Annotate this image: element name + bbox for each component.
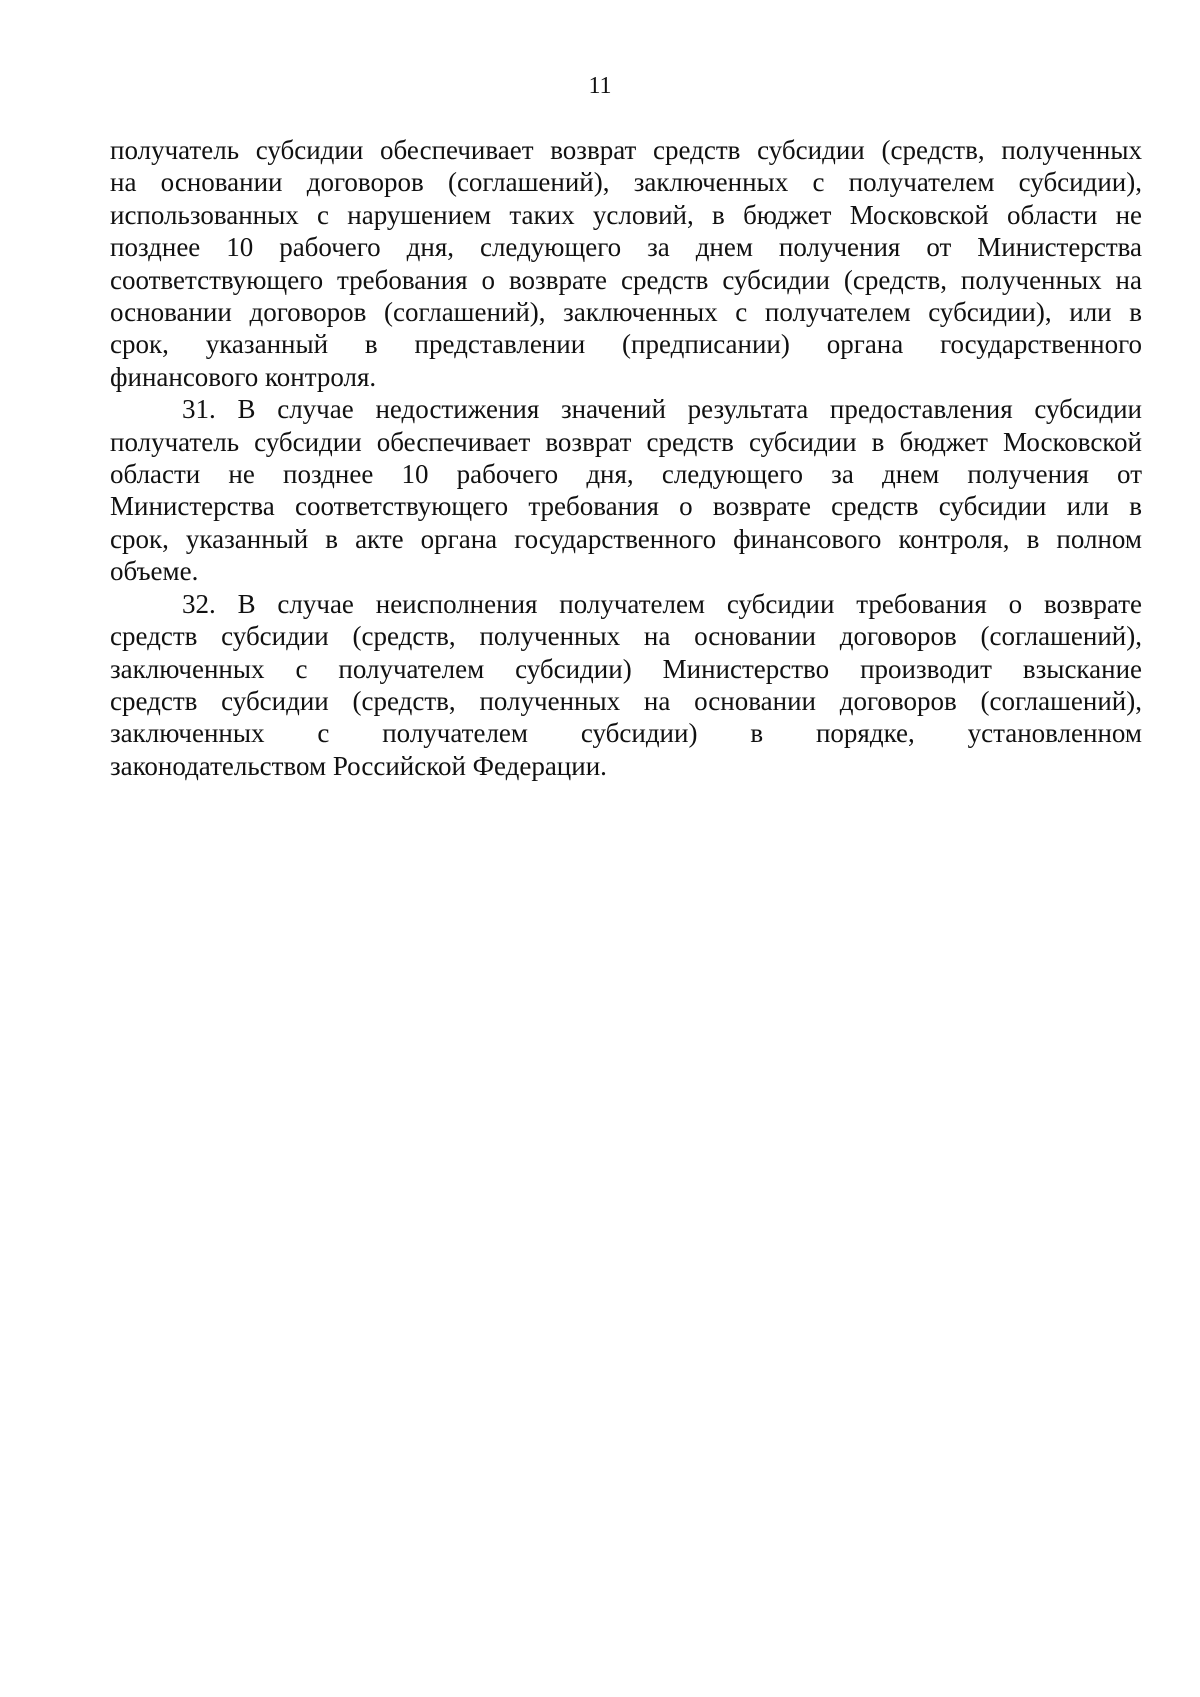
text-line: срок, указанный в акте органа государственного финансового контроля, в полном xyxy=(110,523,1142,554)
text-line: законодательством Российской Федерации. xyxy=(110,750,607,781)
text-line: заключенных с получателем субсидии) в порядке, установленном xyxy=(110,718,1142,749)
text-line: области не позднее 10 рабочего дня, следующего за днем получения от xyxy=(110,459,1142,490)
paragraph-continuation xyxy=(110,134,1142,393)
text-line: соответствующего требования о возврате средств субсидии (средств, полученных на xyxy=(110,264,1142,295)
text-line: финансового контроля. xyxy=(110,361,377,392)
text-line: срок, указанный в представлении (предписании) органа государственного xyxy=(110,329,1142,360)
text-line: заключенных с получателем субсидии) Министерство производит взыскание xyxy=(110,653,1142,684)
text-line: позднее 10 рабочего дня, следующего за днем получения от Министерства xyxy=(110,232,1142,263)
text-line: 31. В случае недостижения значений результата предоставления субсидии xyxy=(182,394,1142,425)
text-line: объеме. xyxy=(110,556,199,587)
text-line: основании договоров (соглашений), заключенных с получателем субсидии), или в xyxy=(110,297,1142,328)
text-line: получатель субсидии обеспечивает возврат средств субсидии в бюджет Московской xyxy=(110,426,1142,457)
paragraph-32 xyxy=(110,588,1142,782)
text-line: использованных с нарушением таких условий, в бюджет Московской области не xyxy=(110,199,1142,230)
paragraph-31 xyxy=(110,393,1142,587)
text-line: на основании договоров (соглашений), заключенных с получателем субсидии), xyxy=(110,167,1142,198)
text-line: средств субсидии (средств, полученных на основании договоров (соглашений), xyxy=(110,621,1142,652)
document-body xyxy=(110,134,1142,782)
text-line: средств субсидии (средств, полученных на основании договоров (соглашений), xyxy=(110,685,1142,716)
text-line: Министерства соответствующего требования о возврате средств субсидии или в xyxy=(110,491,1142,522)
page-number: 11 xyxy=(588,73,612,99)
text-line: 32. В случае неисполнения получателем субсидии требования о возврате xyxy=(182,588,1142,619)
text-line: получатель субсидии обеспечивает возврат средств субсидии (средств, полученных xyxy=(110,135,1142,165)
